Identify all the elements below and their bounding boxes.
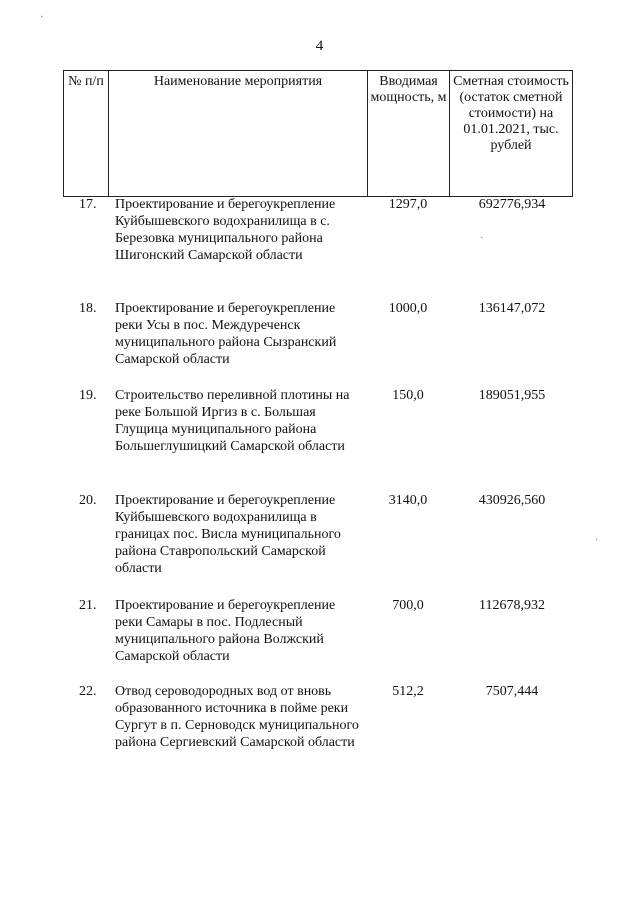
row-number: 21. [79, 598, 97, 613]
table-header [63, 70, 573, 197]
row-cost: 189051,955 [478, 388, 546, 403]
row-power: 512,2 [392, 684, 424, 699]
scan-speck: · [480, 233, 484, 244]
row-cost: 430926,560 [478, 493, 546, 508]
row-cost: 7507,444 [485, 684, 539, 699]
row-power: 700,0 [392, 598, 424, 613]
row-cost: 692776,934 [478, 197, 546, 212]
row-number: 20. [79, 493, 97, 508]
row-name: Строительство переливной плотины на реке Большой Иргиз в с. Большая Глущица муниципального района Большеглушицкий Самарской области [115, 388, 350, 454]
row-cost: 112678,932 [479, 598, 545, 613]
header-cost: Сметная стоимость (остаток сметной стоимости) на 01.01.2021, тыс. рублей [453, 74, 569, 153]
header-number: № п/п [64, 71, 109, 196]
row-power: 1297,0 [388, 197, 428, 212]
row-number: 18. [79, 301, 97, 316]
header-power: Вводимая мощность, м [368, 71, 450, 196]
row-number: 19. [79, 388, 97, 403]
row-name: Отвод сероводородных вод от вновь образованного источника в пойме реки Сургут в п. Серноводск муниципального района Сергиевский Самарской области [115, 684, 359, 750]
row-name: Проектирование и берегоукрепление Куйбышевского водохранилища в с. Березовка муниципального района Шигонский Самарской области [115, 197, 336, 263]
row-power: 3140,0 [388, 493, 428, 508]
scan-speck: · [40, 12, 44, 23]
row-power: 1000,0 [388, 301, 428, 316]
row-number: 22. [79, 684, 97, 699]
row-power: 150,0 [392, 388, 424, 403]
scan-speck: · [595, 535, 599, 546]
row-name: Проектирование и берегоукрепление Куйбышевского водохранилища в границах пос. Висла муниципального района Ставропольский Самарской области [115, 493, 341, 576]
row-cost: 136147,072 [478, 301, 546, 316]
page-number: 4 [315, 38, 324, 54]
row-name: Проектирование и берегоукрепление реки Усы в пос. Междуреченск муниципального района Сызранский Самарской области [115, 301, 337, 367]
row-number: 17. [79, 197, 97, 212]
row-name: Проектирование и берегоукрепление реки Самары в пос. Подлесный муниципального района Волжский Самарской области [115, 598, 336, 664]
header-name: Наименование мероприятия [109, 71, 368, 196]
